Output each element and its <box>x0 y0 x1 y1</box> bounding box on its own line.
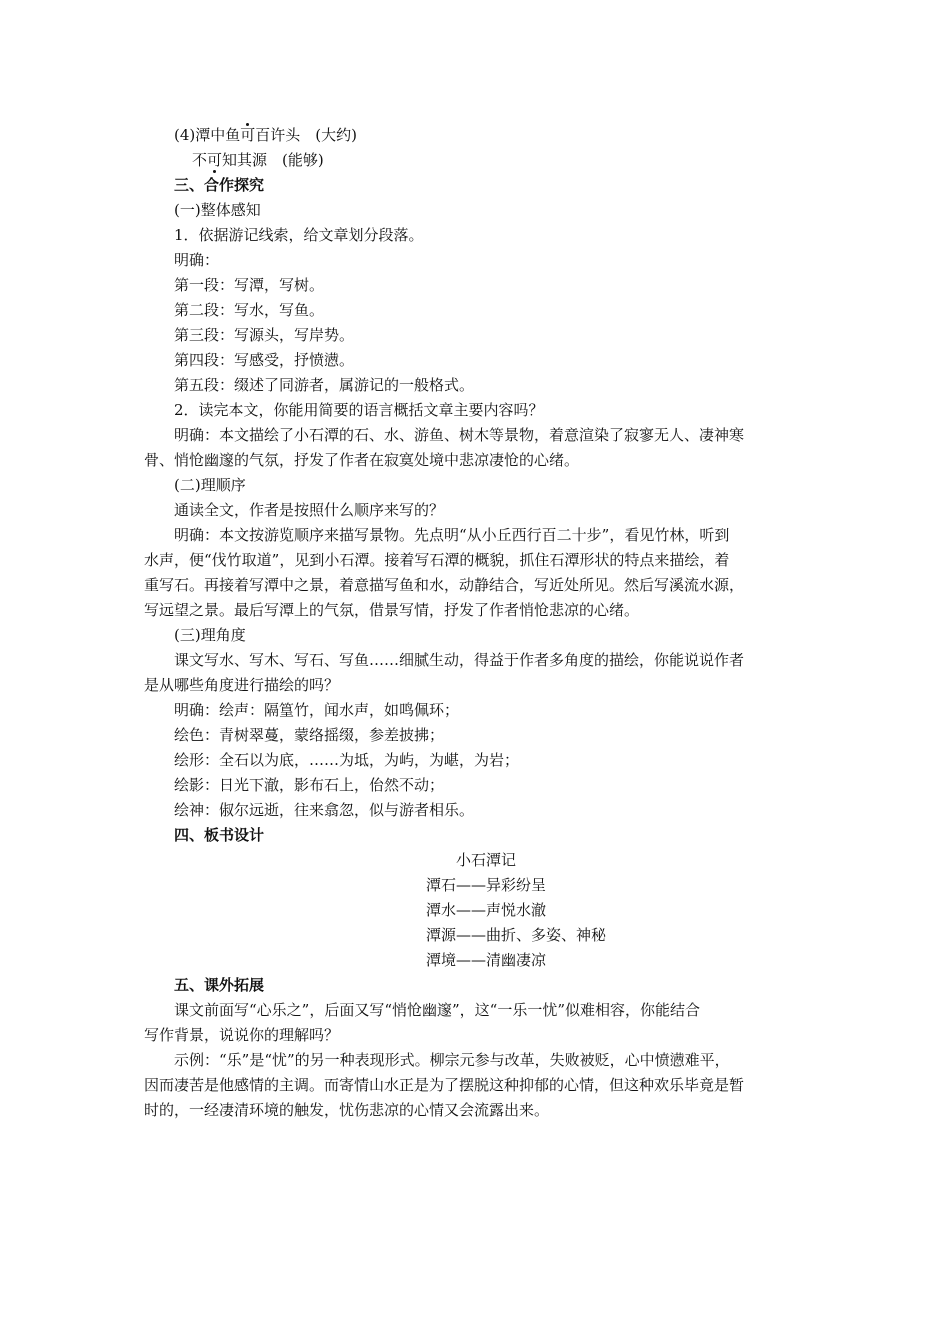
board-item: 潭境——清幽凄凉 <box>426 951 547 969</box>
segment-line: 第五段：缀述了同游者，属游记的一般格式。 <box>174 376 475 394</box>
section-heading-5: 五、课外拓展 <box>174 976 265 994</box>
angle-answer-line: 明确：绘声：隔篁竹，闻水声，如鸣佩环； <box>174 701 460 719</box>
emphasis-dot-char: 可 <box>207 151 223 169</box>
board-item: 潭源——曲折、多姿、神秘 <box>426 926 607 944</box>
angle-answer-line: 绘影：日光下澈，影布石上，佁然不动； <box>174 776 445 794</box>
order-question: 通读全文，作者是按照什么顺序来写的？ <box>174 501 445 519</box>
extension-question-line: 写作背景，说说你的理解吗？ <box>144 1026 340 1044</box>
section-heading-3: 三、合作探究 <box>174 176 265 194</box>
vocab-line-1: (4)潭中鱼可百许头 (大约) <box>174 126 357 144</box>
order-answer-line: 重写石。再接着写潭中之景，着意描写鱼和水，动静结合，写近处所见。然后写溪流水源， <box>144 576 745 594</box>
angle-answer-line: 绘色：青树翠蔓，蒙络摇缀，参差披拂； <box>174 726 445 744</box>
board-title: 小石潭记 <box>456 851 517 869</box>
question-1: 1．依据游记线索，给文章划分段落。 <box>174 226 424 244</box>
angle-question-line: 是从哪些角度进行描绘的吗？ <box>144 676 340 694</box>
order-answer-line: 水声，便“伐竹取道”，见到小石潭。接着写石潭的概貌，抓住石潭形状的特点来描绘，着 <box>144 551 730 569</box>
segment-line: 第二段：写水，写鱼。 <box>174 301 325 319</box>
segment-line: 第四段：写感受，抒愤懑。 <box>174 351 355 369</box>
section-heading-4: 四、板书设计 <box>174 826 265 844</box>
answer-label: 明确： <box>174 251 220 269</box>
order-answer-line: 写远望之景。最后写潭上的气氛，借景写情，抒发了作者悄怆悲凉的心绪。 <box>144 601 640 619</box>
segment-line: 第三段：写源头，写岸势。 <box>174 326 355 344</box>
example-line: 示例：“乐”是“忧”的另一种表现形式。柳宗元参与改革，失败被贬，心中愤懑难平， <box>174 1051 730 1069</box>
segment-line: 第一段：写潭，写树。 <box>174 276 325 294</box>
order-answer-line: 明确：本文按游览顺序来描写景物。先点明“从小丘西行百二十步”，看见竹林，听到 <box>174 526 730 544</box>
subheading-overall: (一)整体感知 <box>174 201 261 219</box>
subheading-angle: (三)理角度 <box>174 626 246 644</box>
angle-answer-line: 绘形：全石以为底，……为坻，为屿，为嵁，为岩； <box>174 751 520 769</box>
extension-question-line: 课文前面写“心乐之”，后面又写“悄怆幽邃”，这“一乐一忧”似难相容，你能结合 <box>174 1001 701 1019</box>
vocab-line-2: 不可知其源 (能够) <box>192 151 324 169</box>
angle-question-line: 课文写水、写木、写石、写鱼……细腻生动，得益于作者多角度的描绘，你能说说作者 <box>174 651 745 669</box>
question-2: 2．读完本文，你能用简要的语言概括文章主要内容吗？ <box>174 401 544 419</box>
angle-answer-line: 绘神：俶尔远逝，往来翕忽，似与游者相乐。 <box>174 801 475 819</box>
subheading-order: (二)理顺序 <box>174 476 246 494</box>
board-item: 潭石——异彩纷呈 <box>426 876 547 894</box>
board-item: 潭水——声悦水澈 <box>426 901 547 919</box>
emphasis-dot-char: 可 <box>240 126 256 144</box>
answer-2-line: 骨、悄怆幽邃的气氛，抒发了作者在寂寞处境中悲凉凄怆的心绪。 <box>144 451 580 469</box>
example-line: 时的，一经凄清环境的触发，忧伤悲凉的心情又会流露出来。 <box>144 1101 550 1119</box>
example-line: 因而凄苦是他感情的主调。而寄情山水正是为了摆脱这种抑郁的心情，但这种欢乐毕竟是暂 <box>144 1076 745 1094</box>
answer-2-line: 明确：本文描绘了小石潭的石、水、游鱼、树木等景物，着意渲染了寂寥无人、凄神寒 <box>174 426 745 444</box>
